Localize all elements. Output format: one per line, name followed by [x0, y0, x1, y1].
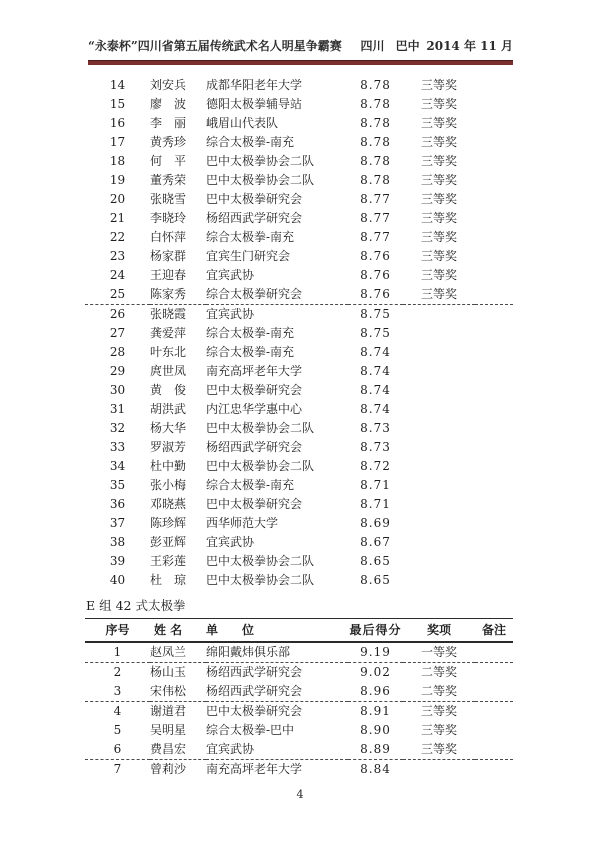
score-cell: 8.90 — [360, 723, 391, 737]
name-cell: 杨大华 — [150, 421, 187, 435]
score-cell: 9.19 — [348, 642, 403, 663]
table-row — [85, 495, 513, 514]
results-table-continued — [85, 76, 513, 590]
header-rule — [88, 60, 513, 65]
remark-cell — [475, 476, 513, 495]
unit-cell: 巴中太极拳协会二队 — [206, 154, 315, 168]
unit-cell: 峨眉山代表队 — [206, 116, 279, 130]
score-cell: 8.75 — [360, 326, 391, 340]
score-cell: 8.78 — [360, 78, 391, 92]
unit-cell: 巴中太极拳协会二队 — [206, 421, 315, 435]
award-cell: 三等奖 — [420, 704, 457, 718]
remark-cell — [475, 95, 513, 114]
name-cell: 张晓霞 — [150, 307, 187, 321]
score-cell: 8.65 — [360, 573, 391, 587]
award-cell: 三等奖 — [420, 135, 457, 149]
award-cell: 三等奖 — [420, 211, 457, 225]
table-row — [85, 133, 513, 152]
award-cell — [403, 514, 475, 533]
award-cell: 三等奖 — [420, 116, 457, 130]
unit-cell: 成都华阳老年大学 — [206, 78, 303, 92]
score-cell: 8.75 — [360, 307, 391, 321]
name-cell: 白怀萍 — [150, 230, 187, 244]
remark-cell — [475, 305, 513, 325]
name-cell: 谢道君 — [150, 704, 187, 718]
rank-cell: 14 — [109, 78, 126, 92]
remark-cell — [475, 663, 513, 683]
results-table-e-group — [85, 618, 513, 779]
score-cell: 8.78 — [360, 116, 391, 130]
header-award: 奖项 — [403, 619, 475, 643]
unit-cell: 绵阳戴炜俱乐部 — [206, 642, 348, 663]
remark-cell — [475, 457, 513, 476]
award-cell — [403, 438, 475, 457]
award-cell — [403, 305, 475, 325]
page-number: 4 — [296, 788, 304, 801]
rank-cell: 19 — [109, 173, 126, 187]
unit-cell: 综合太极拳-南充 — [206, 345, 295, 359]
table-row — [85, 760, 513, 780]
score-cell: 8.91 — [360, 704, 391, 718]
rank-cell: 3 — [85, 682, 150, 702]
score-cell: 8.72 — [360, 459, 391, 473]
unit-cell: 综合太极拳-南充 — [206, 135, 295, 149]
table-row — [85, 642, 513, 663]
rank-cell: 26 — [109, 307, 126, 321]
award-cell — [403, 324, 475, 343]
table-row — [85, 228, 513, 247]
rank-cell: 17 — [109, 135, 126, 149]
unit-cell: 巴中太极拳研究会 — [206, 383, 303, 397]
header-remark: 备注 — [475, 619, 513, 643]
score-cell: 8.73 — [360, 421, 391, 435]
rank-cell: 32 — [109, 421, 126, 435]
remark-cell — [475, 642, 513, 663]
table-row — [85, 305, 513, 325]
award-cell — [403, 343, 475, 362]
name-cell: 廖 波 — [150, 97, 187, 111]
unit-cell: 杨绍西武学研究会 — [206, 211, 303, 225]
section-title: E 组 42 式太极拳 — [86, 598, 186, 613]
remark-cell — [475, 362, 513, 381]
award-cell — [403, 362, 475, 381]
name-cell: 杜 琼 — [150, 573, 187, 587]
remark-cell — [475, 721, 513, 740]
name-cell: 胡洪武 — [150, 402, 187, 416]
table-row — [85, 702, 513, 722]
remark-cell — [475, 495, 513, 514]
rank-cell: 35 — [109, 478, 126, 492]
score-cell: 8.76 — [360, 268, 391, 282]
unit-cell: 巴中太极拳协会二队 — [206, 173, 315, 187]
header-date: 2014 年 11 月 — [426, 39, 514, 53]
award-cell: 三等奖 — [420, 230, 457, 244]
unit-cell: 内江忠华学惠中心 — [206, 402, 303, 416]
remark-cell — [475, 400, 513, 419]
header-title: “永泰杯”四川省第五届传统武术名人明星争霸赛 — [88, 39, 342, 53]
award-cell: 三等奖 — [420, 249, 457, 263]
award-cell — [403, 381, 475, 400]
award-cell — [403, 419, 475, 438]
remark-cell — [475, 266, 513, 285]
name-cell: 刘安兵 — [150, 78, 187, 92]
award-cell — [403, 760, 475, 780]
remark-cell — [475, 285, 513, 305]
award-cell: 三等奖 — [420, 268, 457, 282]
name-cell: 庹世凤 — [150, 364, 187, 378]
unit-cell: 巴中太极拳协会二队 — [206, 459, 315, 473]
award-cell: 二等奖 — [420, 665, 457, 679]
score-cell: 8.84 — [360, 762, 391, 776]
score-cell: 8.74 — [360, 345, 391, 359]
name-cell: 罗淑芳 — [150, 440, 187, 454]
score-cell: 8.89 — [348, 740, 403, 760]
name-cell: 董秀荣 — [150, 173, 187, 187]
rank-cell: 37 — [109, 516, 126, 530]
score-cell: 8.74 — [360, 402, 391, 416]
remark-cell — [475, 171, 513, 190]
remark-cell — [475, 114, 513, 133]
unit-cell: 杨绍西武学研究会 — [206, 682, 348, 702]
name-cell: 杜中勤 — [150, 459, 187, 473]
table-row — [85, 95, 513, 114]
rank-cell: 31 — [109, 402, 126, 416]
score-cell: 8.77 — [360, 192, 391, 206]
table-row — [85, 571, 513, 590]
remark-cell — [475, 571, 513, 590]
table-row — [85, 721, 513, 740]
score-cell: 8.78 — [360, 173, 391, 187]
table-row — [85, 209, 513, 228]
name-cell: 陈家秀 — [150, 285, 206, 305]
table-row — [85, 476, 513, 495]
unit-cell: 宜宾武协 — [206, 268, 255, 282]
remark-cell — [475, 190, 513, 209]
page-header — [88, 37, 513, 54]
table-row — [85, 740, 513, 760]
name-cell: 宋伟松 — [150, 682, 206, 702]
award-cell — [403, 571, 475, 590]
award-cell: 三等奖 — [420, 78, 457, 92]
table-row — [85, 438, 513, 457]
table-row — [85, 152, 513, 171]
table-row — [85, 400, 513, 419]
table-row — [85, 663, 513, 683]
rank-cell: 34 — [109, 459, 126, 473]
score-cell: 8.78 — [360, 135, 391, 149]
score-cell: 9.02 — [360, 665, 391, 679]
unit-cell: 宜宾生门研究会 — [206, 249, 291, 263]
unit-cell: 宜宾武协 — [206, 535, 255, 549]
remark-cell — [475, 247, 513, 266]
table-row — [85, 343, 513, 362]
table-row — [85, 533, 513, 552]
award-cell: 二等奖 — [403, 682, 475, 702]
award-cell — [403, 495, 475, 514]
name-cell: 李 丽 — [150, 116, 187, 130]
header-unit: 单 位 — [206, 619, 348, 643]
table-row — [85, 381, 513, 400]
remark-cell — [475, 702, 513, 722]
rank-cell: 39 — [109, 554, 126, 568]
name-cell: 王彩莲 — [150, 554, 187, 568]
name-cell: 黄秀珍 — [150, 135, 187, 149]
name-cell: 杨家群 — [150, 249, 187, 263]
name-cell: 叶东北 — [150, 345, 187, 359]
header-name: 姓 名 — [150, 619, 206, 643]
award-cell: 三等奖 — [420, 192, 457, 206]
score-cell: 8.76 — [348, 285, 403, 305]
rank-cell: 15 — [109, 97, 126, 111]
rank-cell: 25 — [85, 285, 150, 305]
rank-cell: 4 — [113, 704, 122, 718]
unit-cell: 综合太极拳-巴中 — [206, 723, 295, 737]
remark-cell — [475, 552, 513, 571]
remark-cell — [475, 228, 513, 247]
remark-cell — [475, 760, 513, 780]
rank-cell: 18 — [109, 154, 126, 168]
unit-cell: 西华师范大学 — [206, 516, 279, 530]
rank-cell: 6 — [85, 740, 150, 760]
table-header-row — [85, 619, 513, 643]
rank-cell: 40 — [109, 573, 126, 587]
rank-cell: 27 — [109, 326, 126, 340]
unit-cell: 巴中太极拳研究会 — [206, 704, 303, 718]
remark-cell — [475, 381, 513, 400]
award-cell — [403, 552, 475, 571]
score-cell: 8.77 — [360, 211, 391, 225]
table-row — [85, 266, 513, 285]
name-cell: 何 平 — [150, 154, 187, 168]
remark-cell — [475, 438, 513, 457]
award-cell: 三等奖 — [420, 154, 457, 168]
table-row — [85, 324, 513, 343]
rank-cell: 5 — [113, 723, 122, 737]
unit-cell: 巴中太极拳研究会 — [206, 192, 303, 206]
unit-cell: 巴中太极拳研究会 — [206, 497, 303, 511]
unit-cell: 德阳太极拳辅导站 — [206, 97, 303, 111]
unit-cell: 巴中太极拳协会二队 — [206, 573, 315, 587]
award-cell — [403, 400, 475, 419]
header-region: 四川 — [360, 39, 385, 53]
table-row — [85, 552, 513, 571]
name-cell: 杨山玉 — [150, 665, 187, 679]
score-cell: 8.96 — [348, 682, 403, 702]
remark-cell — [475, 133, 513, 152]
rank-cell: 24 — [109, 268, 126, 282]
table-row — [85, 76, 513, 95]
score-cell: 8.78 — [360, 97, 391, 111]
rank-cell: 2 — [113, 665, 122, 679]
remark-cell — [475, 76, 513, 95]
unit-cell: 综合太极拳研究会 — [206, 285, 348, 305]
rank-cell: 38 — [109, 535, 126, 549]
score-cell: 8.74 — [360, 364, 391, 378]
remark-cell — [475, 419, 513, 438]
name-cell: 邓晓燕 — [150, 497, 187, 511]
unit-cell: 杨绍西武学研究会 — [206, 440, 303, 454]
unit-cell: 综合太极拳-南充 — [206, 326, 295, 340]
rank-cell: 28 — [109, 345, 126, 359]
unit-cell: 综合太极拳-南充 — [206, 478, 295, 492]
name-cell: 张小梅 — [150, 478, 187, 492]
score-cell: 8.73 — [360, 440, 391, 454]
name-cell: 黄 俊 — [150, 383, 187, 397]
name-cell: 张晓雪 — [150, 192, 187, 206]
award-cell: 一等奖 — [403, 642, 475, 663]
score-cell: 8.71 — [360, 478, 391, 492]
award-cell: 三等奖 — [420, 173, 457, 187]
rank-cell: 30 — [109, 383, 126, 397]
name-cell: 赵凤兰 — [150, 642, 206, 663]
table-row — [85, 362, 513, 381]
award-cell — [403, 457, 475, 476]
rank-cell: 33 — [109, 440, 126, 454]
unit-cell: 巴中太极拳协会二队 — [206, 554, 315, 568]
rank-cell: 29 — [109, 364, 126, 378]
unit-cell: 南充高坪老年大学 — [206, 364, 303, 378]
name-cell: 陈珍辉 — [150, 516, 187, 530]
rank-cell: 21 — [109, 211, 126, 225]
unit-cell: 综合太极拳-南充 — [206, 230, 295, 244]
unit-cell: 宜宾武协 — [206, 740, 348, 760]
remark-cell — [475, 682, 513, 702]
table-row — [85, 682, 513, 702]
remark-cell — [475, 324, 513, 343]
header-score: 最后得分 — [348, 619, 403, 643]
remark-cell — [475, 533, 513, 552]
table-row — [85, 285, 513, 305]
score-cell: 8.65 — [360, 554, 391, 568]
rank-cell: 22 — [109, 230, 126, 244]
name-cell: 曾莉沙 — [150, 762, 187, 776]
remark-cell — [475, 514, 513, 533]
table-row — [85, 171, 513, 190]
rank-cell: 23 — [109, 249, 126, 263]
score-cell: 8.74 — [360, 383, 391, 397]
table-row — [85, 190, 513, 209]
score-cell: 8.71 — [360, 497, 391, 511]
award-cell — [403, 476, 475, 495]
score-cell: 8.69 — [360, 516, 391, 530]
table-row — [85, 114, 513, 133]
rank-cell: 20 — [109, 192, 126, 206]
table-row — [85, 514, 513, 533]
award-cell: 三等奖 — [420, 97, 457, 111]
award-cell: 三等奖 — [403, 285, 475, 305]
name-cell: 吴明星 — [150, 723, 187, 737]
score-cell: 8.77 — [360, 230, 391, 244]
header-rank: 序号 — [85, 619, 150, 643]
unit-cell: 宜宾武协 — [206, 307, 255, 321]
header-city: 巴中 — [395, 39, 420, 53]
rank-cell: 36 — [109, 497, 126, 511]
award-cell: 三等奖 — [403, 740, 475, 760]
remark-cell — [475, 343, 513, 362]
award-cell — [403, 533, 475, 552]
score-cell: 8.76 — [360, 249, 391, 263]
remark-cell — [475, 209, 513, 228]
rank-cell: 16 — [109, 116, 126, 130]
score-cell: 8.67 — [360, 535, 391, 549]
table-row — [85, 419, 513, 438]
rank-cell: 1 — [85, 642, 150, 663]
name-cell: 彭亚辉 — [150, 535, 187, 549]
remark-cell — [475, 740, 513, 760]
unit-cell: 杨绍西武学研究会 — [206, 665, 303, 679]
award-cell: 三等奖 — [420, 723, 457, 737]
rank-cell: 7 — [113, 762, 122, 776]
name-cell: 龚爱萍 — [150, 326, 187, 340]
unit-cell: 南充高坪老年大学 — [206, 762, 303, 776]
remark-cell — [475, 152, 513, 171]
score-cell: 8.78 — [360, 154, 391, 168]
table-row — [85, 247, 513, 266]
name-cell: 王迎春 — [150, 268, 187, 282]
table-row — [85, 457, 513, 476]
name-cell: 李晓玲 — [150, 211, 187, 225]
name-cell: 费昌宏 — [150, 740, 206, 760]
